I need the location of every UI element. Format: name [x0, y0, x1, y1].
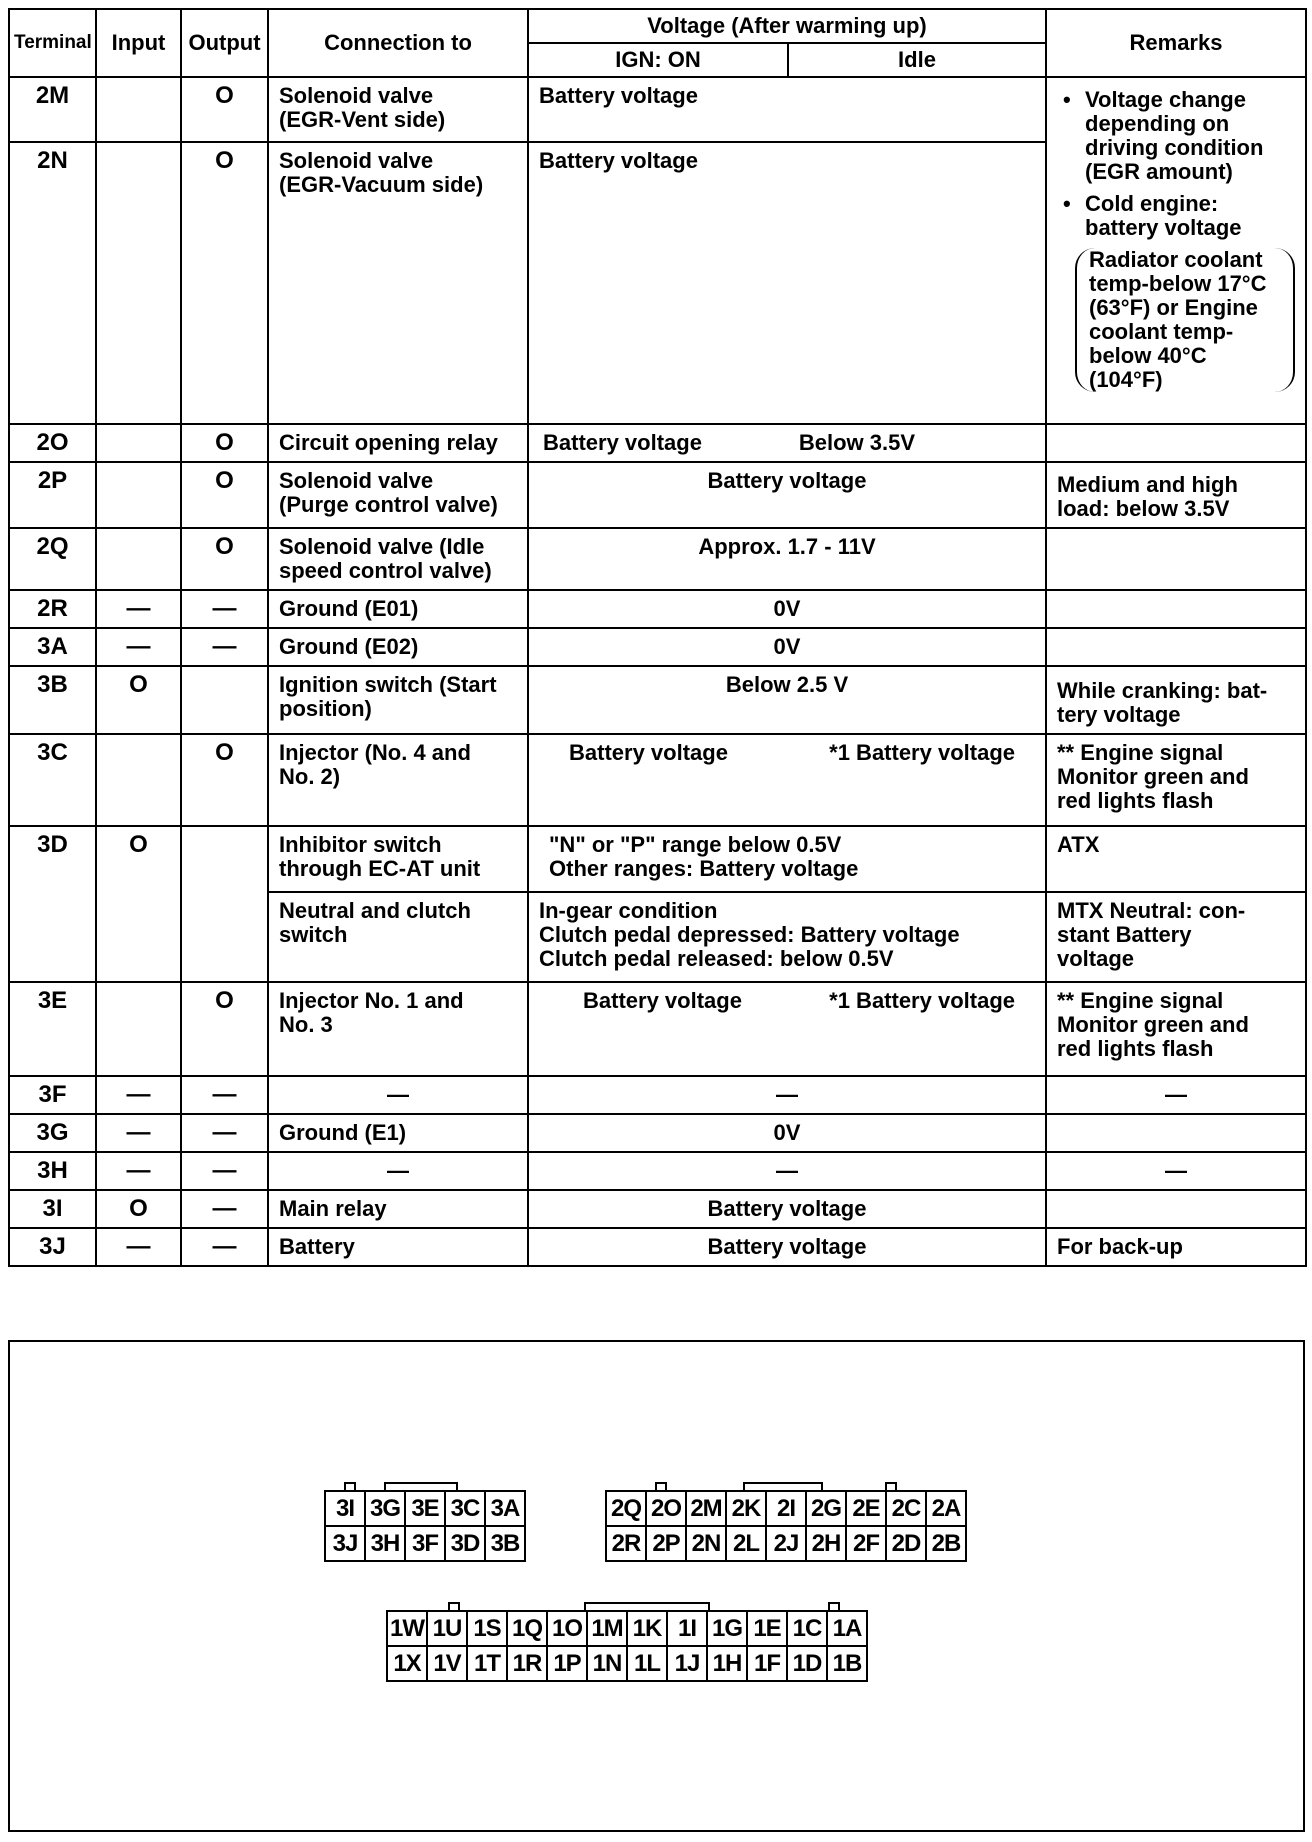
voltage-cell	[528, 424, 1046, 462]
output-cell: —	[181, 628, 268, 666]
connector-pin: 1C	[786, 1610, 828, 1647]
output-cell: O	[181, 982, 268, 1076]
input-cell: O	[96, 1190, 181, 1228]
voltage-cell: Battery voltage	[528, 77, 1046, 142]
connector-pin: 2E	[845, 1490, 887, 1527]
connector-pin: 1R	[506, 1645, 548, 1682]
table-row	[9, 826, 1306, 892]
connection-cell: Injector No. 1 and No. 3	[268, 982, 528, 1076]
input-cell	[96, 77, 181, 142]
remarks-cell	[1046, 1190, 1306, 1228]
connector-pin: 2O	[645, 1490, 687, 1527]
table-row	[9, 1076, 1306, 1114]
remarks-cell	[1046, 528, 1306, 590]
connector-pin: 2P	[645, 1525, 687, 1562]
connector-pin: 1D	[786, 1645, 828, 1682]
remarks-cell	[1046, 424, 1306, 462]
connector-pin: 3F	[404, 1525, 446, 1562]
connector-pin: 2F	[845, 1525, 887, 1562]
connector-pin: 1U	[426, 1610, 468, 1647]
terminal-cell: 3D	[9, 826, 96, 982]
voltage-cell: Battery voltage	[528, 1228, 1046, 1266]
voltage-cell: —	[528, 1152, 1046, 1190]
connector-row-bottom	[388, 1647, 868, 1682]
connector-pin: 2M	[685, 1490, 727, 1527]
connector-pin: 3J	[324, 1525, 366, 1562]
remarks-cell: Medium and high load: below 3.5V	[1046, 462, 1306, 528]
remarks-cell: —	[1046, 1152, 1306, 1190]
connector-pin: 2A	[925, 1490, 967, 1527]
connection-cell: Battery	[268, 1228, 528, 1266]
output-cell: O	[181, 424, 268, 462]
remarks-cell	[1046, 1114, 1306, 1152]
connection-cell: Solenoid valve (EGR-Vent side)	[268, 77, 528, 142]
output-cell: —	[181, 1228, 268, 1266]
voltage-cell: Battery voltage	[528, 1190, 1046, 1228]
output-cell: —	[181, 590, 268, 628]
voltage-cell: 0V	[528, 628, 1046, 666]
connector-pin: 1M	[586, 1610, 628, 1647]
remarks-cell: —	[1046, 1076, 1306, 1114]
ign-on-value: Battery voltage	[583, 988, 742, 1013]
connection-cell: Circuit opening relay	[268, 424, 528, 462]
output-cell	[181, 666, 268, 734]
terminal-cell: 2P	[9, 462, 96, 528]
voltage-cell: —	[528, 1076, 1046, 1114]
connector-pin: 3D	[444, 1525, 486, 1562]
connector-pin: 2H	[805, 1525, 847, 1562]
header-output: Output	[181, 9, 268, 77]
table-row	[9, 1228, 1306, 1266]
connector-pin: 2C	[885, 1490, 927, 1527]
table-row	[9, 734, 1306, 826]
connector-pin: 1O	[546, 1610, 588, 1647]
voltage-cell: Below 2.5 V	[528, 666, 1046, 734]
connector-pin: 1K	[626, 1610, 668, 1647]
connector-pin: 1E	[746, 1610, 788, 1647]
table-row	[9, 1190, 1306, 1228]
input-cell	[96, 734, 181, 826]
connector-pin: 1I	[666, 1610, 708, 1647]
egr-remarks-cell	[1046, 77, 1306, 424]
connector-pin: 3B	[484, 1525, 526, 1562]
input-cell: —	[96, 590, 181, 628]
connector-pin: 1V	[426, 1645, 468, 1682]
connection-cell: Solenoid valve (Purge control valve)	[268, 462, 528, 528]
header-idle: Idle	[788, 43, 1046, 77]
terminal-cell: 3H	[9, 1152, 96, 1190]
table-row	[9, 590, 1306, 628]
connector-latch	[448, 1602, 460, 1612]
remarks-cell	[1046, 590, 1306, 628]
remarks-cell: MTX Neutral: con- stant Battery voltage	[1046, 892, 1306, 982]
connector-pin: 1X	[386, 1645, 428, 1682]
connector-pin: 2I	[765, 1490, 807, 1527]
input-cell	[96, 142, 181, 424]
connector-pin: 1G	[706, 1610, 748, 1647]
output-cell: —	[181, 1114, 268, 1152]
input-cell	[96, 462, 181, 528]
connector-row-top	[607, 1492, 967, 1527]
terminal-cell: 2N	[9, 142, 96, 424]
connector-pin: 3C	[444, 1490, 486, 1527]
connector-pin: 1A	[826, 1610, 868, 1647]
output-cell: O	[181, 462, 268, 528]
voltage-cell	[528, 982, 1046, 1076]
connector-pin: 2K	[725, 1490, 767, 1527]
input-cell	[96, 982, 181, 1076]
connector-pin: 2R	[605, 1525, 647, 1562]
connector-pin: 3G	[364, 1490, 406, 1527]
connection-cell: Neutral and clutch switch	[268, 892, 528, 982]
connection-cell: Main relay	[268, 1190, 528, 1228]
output-cell: —	[181, 1152, 268, 1190]
connector-pin: 1J	[666, 1645, 708, 1682]
connector-pin: 2J	[765, 1525, 807, 1562]
idle-value: *1 Battery voltage	[829, 740, 1015, 765]
header-row	[9, 9, 1306, 43]
voltage-cell: In-gear condition Clutch pedal depressed: Battery voltage Clutch pedal released: below 0.5V	[528, 892, 1046, 982]
voltage-cell: Battery voltage	[528, 462, 1046, 528]
connector-pin: 3E	[404, 1490, 446, 1527]
table-row	[9, 628, 1306, 666]
connector-pin: 2N	[685, 1525, 727, 1562]
connector-1	[388, 1612, 868, 1682]
connector-latch	[655, 1482, 667, 1492]
connector-row-bottom	[607, 1527, 967, 1562]
connector-3	[326, 1492, 526, 1562]
coolant-temp-note: Radiator coolant temp-below 17°C (63°F) or Engine coolant temp-below 40°C (104°F)	[1075, 248, 1295, 392]
connection-cell: Solenoid valve (Idle speed control valve)	[268, 528, 528, 590]
voltage-cell: 0V	[528, 1114, 1046, 1152]
connector-row-bottom	[326, 1527, 526, 1562]
ign-on-value: Battery voltage	[569, 740, 728, 765]
connector-pin: 2L	[725, 1525, 767, 1562]
connector-row-top	[388, 1612, 868, 1647]
connector-pin: 1F	[746, 1645, 788, 1682]
connector-pin: 3A	[484, 1490, 526, 1527]
connection-cell: Ground (E02)	[268, 628, 528, 666]
terminal-cell: 3I	[9, 1190, 96, 1228]
output-cell: —	[181, 1076, 268, 1114]
connector-latch	[584, 1602, 710, 1612]
terminal-cell: 3E	[9, 982, 96, 1076]
connector-diagram	[8, 1340, 1305, 1832]
table-row	[9, 1152, 1306, 1190]
input-cell: O	[96, 666, 181, 734]
voltage-cell: "N" or "P" range below 0.5V Other ranges: Battery voltage	[528, 826, 1046, 892]
connector-latch	[885, 1482, 897, 1492]
header-input: Input	[96, 9, 181, 77]
output-cell: O	[181, 142, 268, 424]
terminal-cell: 3A	[9, 628, 96, 666]
connection-cell: Inhibitor switch through EC-AT unit	[268, 826, 528, 892]
table-row	[9, 1114, 1306, 1152]
terminal-cell: 3G	[9, 1114, 96, 1152]
remarks-cell: While cranking: bat- tery voltage	[1046, 666, 1306, 734]
connector-pin: 2B	[925, 1525, 967, 1562]
table-row	[9, 77, 1306, 142]
connector-pin: 2G	[805, 1490, 847, 1527]
output-cell: O	[181, 734, 268, 826]
egr-remark-bullet: • Voltage change depending on driving condition (EGR amount)	[1057, 88, 1295, 184]
terminal-cell: 3F	[9, 1076, 96, 1114]
input-cell: —	[96, 1076, 181, 1114]
terminal-voltage-table	[8, 8, 1307, 1267]
connector-latch	[743, 1482, 823, 1492]
voltage-cell: 0V	[528, 590, 1046, 628]
remarks-cell	[1046, 628, 1306, 666]
input-cell: O	[96, 826, 181, 982]
connector-pin: 1S	[466, 1610, 508, 1647]
connector-pin: 2D	[885, 1525, 927, 1562]
connector-pin: 1N	[586, 1645, 628, 1682]
connection-cell: —	[268, 1152, 528, 1190]
connection-cell: —	[268, 1076, 528, 1114]
input-cell	[96, 528, 181, 590]
header-voltage: Voltage (After warming up)	[528, 9, 1046, 43]
terminal-cell: 2R	[9, 590, 96, 628]
terminal-cell: 3B	[9, 666, 96, 734]
connector-latch	[828, 1602, 840, 1612]
egr-remark-bullet: • Cold engine: battery voltage	[1057, 192, 1295, 240]
voltage-cell	[528, 734, 1046, 826]
ign-on-value: Battery voltage	[543, 430, 702, 455]
header-connection: Connection to	[268, 9, 528, 77]
remarks-cell: For back-up	[1046, 1228, 1306, 1266]
remarks-cell: ATX	[1046, 826, 1306, 892]
header-ign-on: IGN: ON	[528, 43, 788, 77]
terminal-cell: 2O	[9, 424, 96, 462]
input-cell: —	[96, 1152, 181, 1190]
idle-value: Below 3.5V	[798, 430, 915, 455]
connector-pin: 3H	[364, 1525, 406, 1562]
table-row	[9, 528, 1306, 590]
connector-pin: 1T	[466, 1645, 508, 1682]
connector-pin: 3I	[324, 1490, 366, 1527]
table-row	[9, 462, 1306, 528]
voltage-cell: Approx. 1.7 - 11V	[528, 528, 1046, 590]
connector-row-top	[326, 1492, 526, 1527]
connector-pin: 1L	[626, 1645, 668, 1682]
idle-value: *1 Battery voltage	[829, 988, 1015, 1013]
connection-cell: Solenoid valve (EGR-Vacuum side)	[268, 142, 528, 424]
input-cell: —	[96, 1228, 181, 1266]
connector-pin: 1P	[546, 1645, 588, 1682]
terminal-cell: 3C	[9, 734, 96, 826]
remarks-cell: ** Engine signal Monitor green and red lights flash	[1046, 982, 1306, 1076]
input-cell: —	[96, 1114, 181, 1152]
connector-pin: 2Q	[605, 1490, 647, 1527]
header-remarks: Remarks	[1046, 9, 1306, 77]
output-cell: O	[181, 528, 268, 590]
connector-pin: 1H	[706, 1645, 748, 1682]
terminal-cell: 2M	[9, 77, 96, 142]
input-cell: —	[96, 628, 181, 666]
voltage-cell: Battery voltage	[528, 142, 1046, 424]
connector-pin: 1Q	[506, 1610, 548, 1647]
header-terminal: Terminal	[9, 9, 96, 77]
connector-pin: 1B	[826, 1645, 868, 1682]
connector-pin: 1W	[386, 1610, 428, 1647]
table-row	[9, 982, 1306, 1076]
connector-2	[607, 1492, 967, 1562]
connection-cell: Ground (E1)	[268, 1114, 528, 1152]
output-cell: —	[181, 1190, 268, 1228]
output-cell: O	[181, 77, 268, 142]
connector-latch	[344, 1482, 356, 1492]
output-cell	[181, 826, 268, 982]
remarks-cell: ** Engine signal Monitor green and red lights flash	[1046, 734, 1306, 826]
terminal-cell: 2Q	[9, 528, 96, 590]
terminal-cell: 3J	[9, 1228, 96, 1266]
connection-cell: Injector (No. 4 and No. 2)	[268, 734, 528, 826]
table-row	[9, 666, 1306, 734]
table-row	[9, 424, 1306, 462]
input-cell	[96, 424, 181, 462]
connection-cell: Ignition switch (Start position)	[268, 666, 528, 734]
connection-cell: Ground (E01)	[268, 590, 528, 628]
connector-latch	[384, 1482, 458, 1492]
